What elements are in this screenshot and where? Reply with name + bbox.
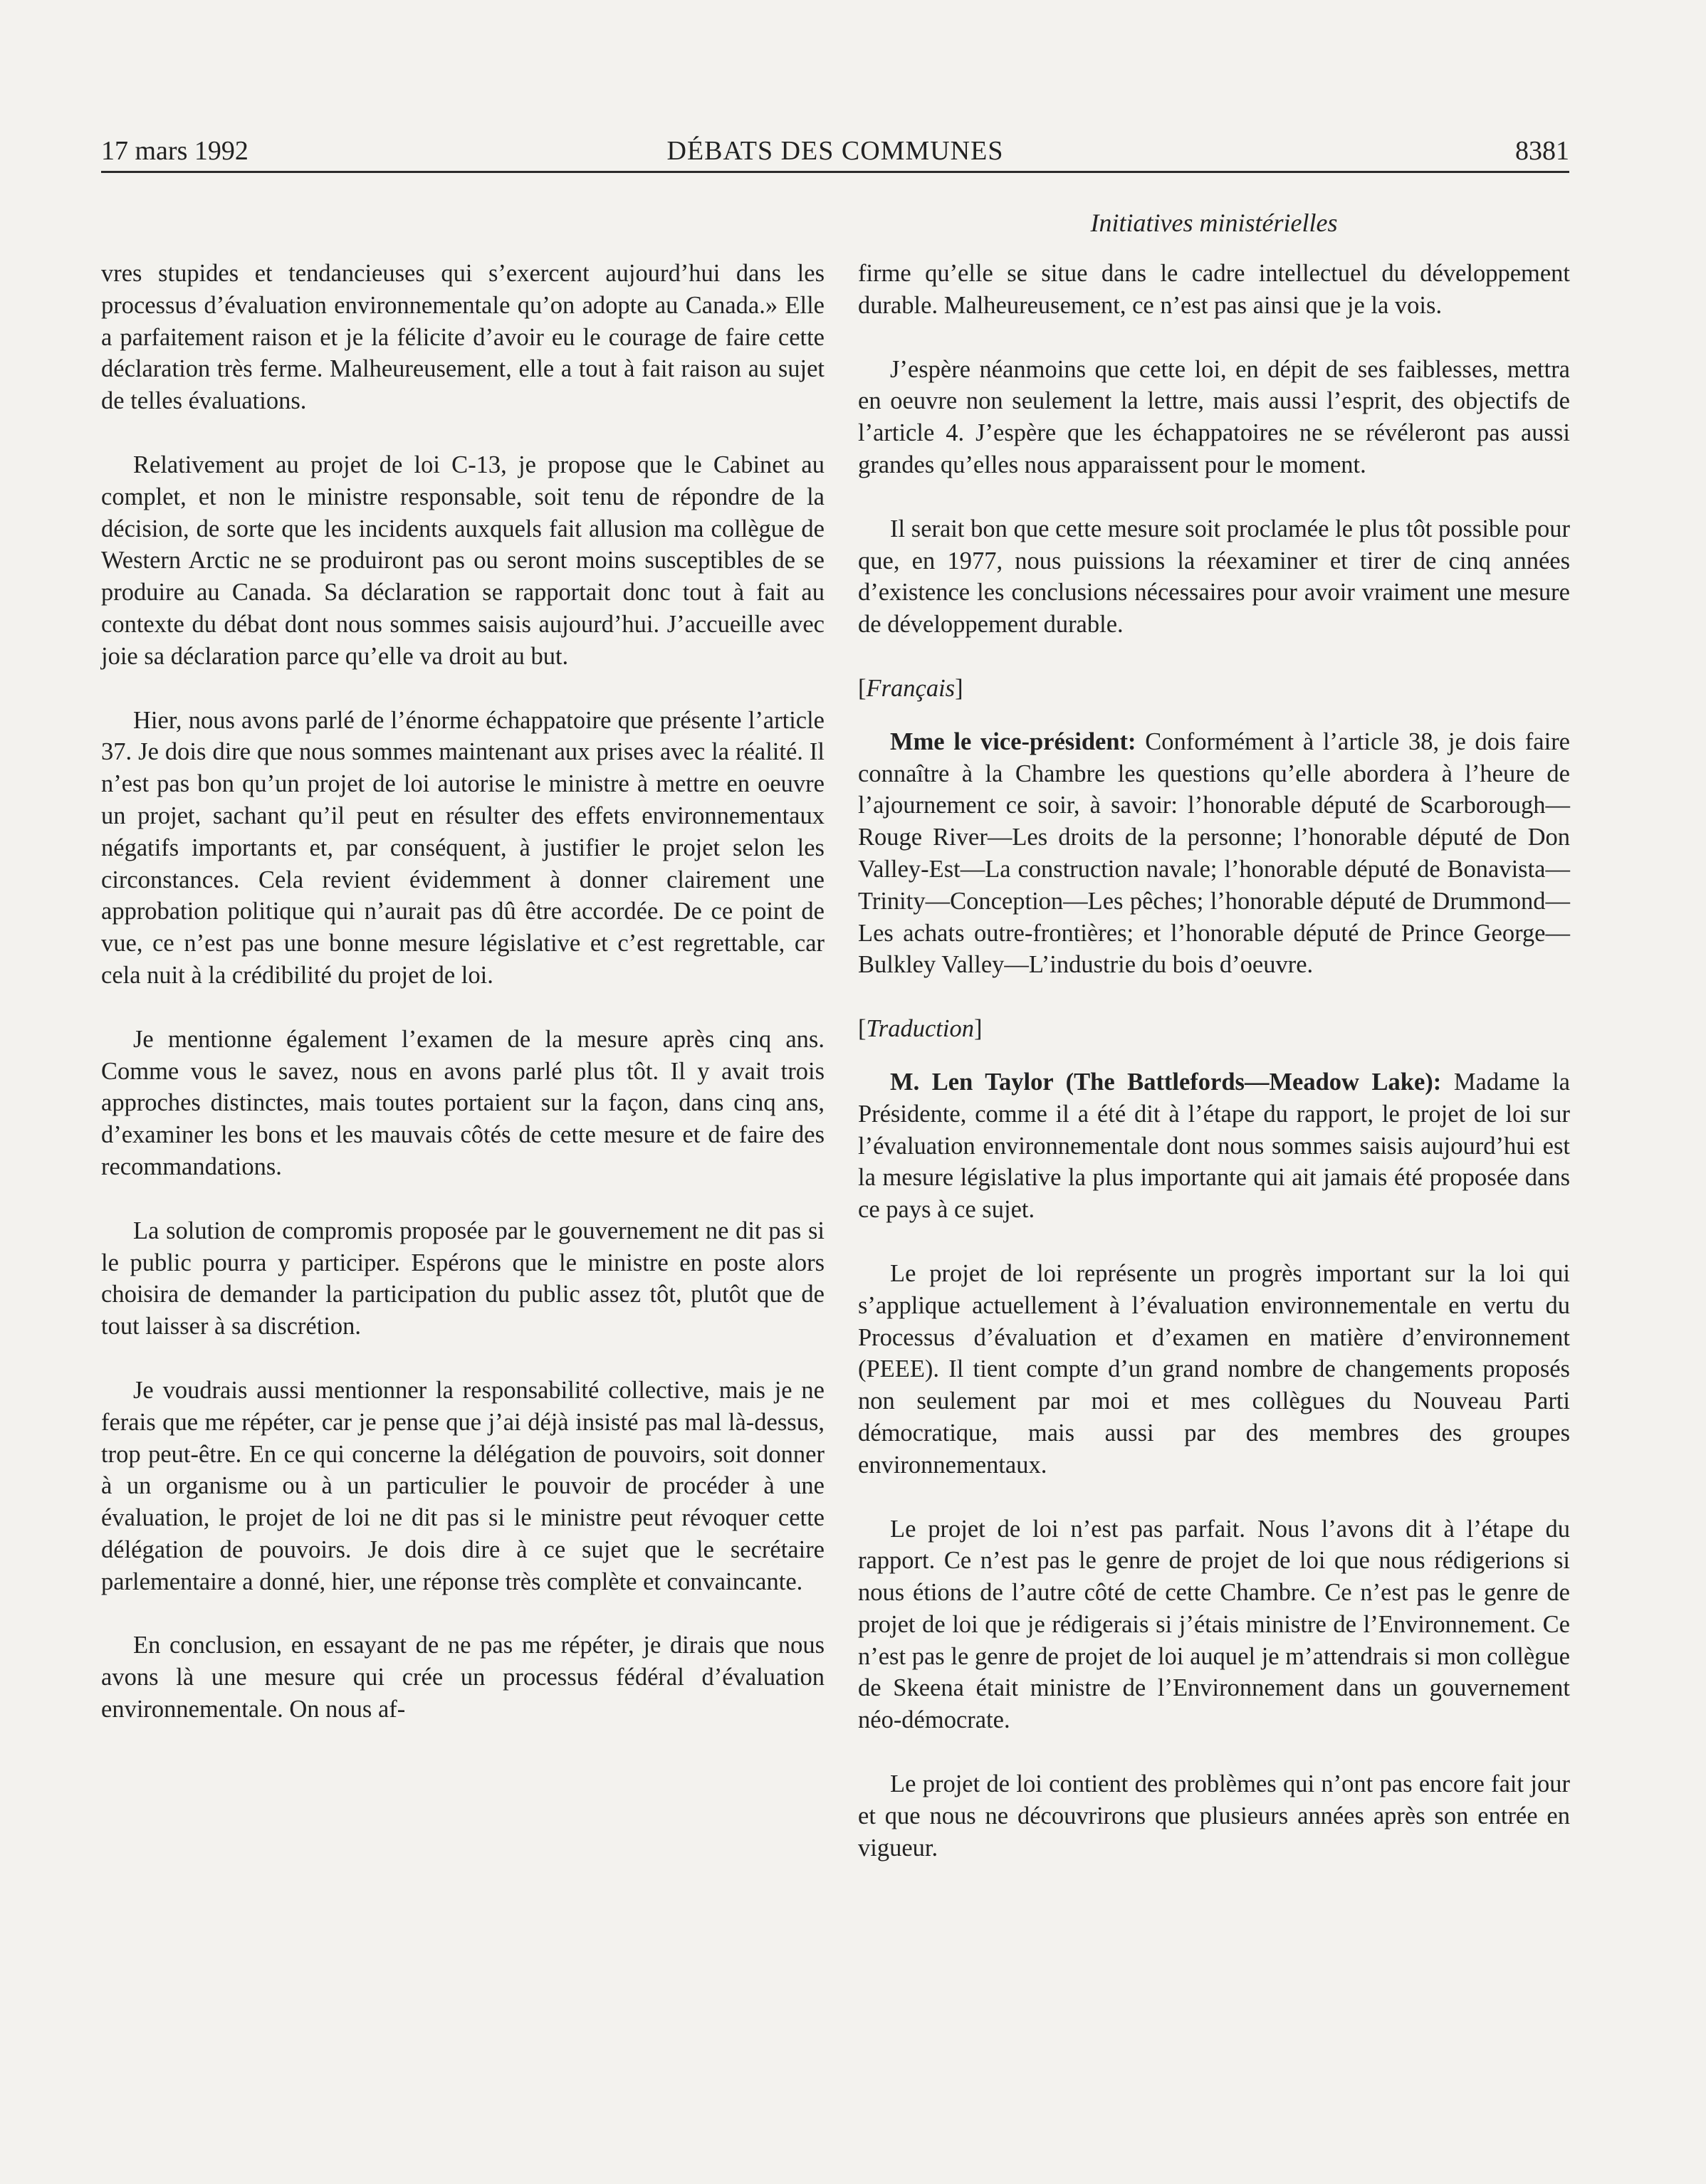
paragraph: Hier, nous avons parlé de l’énorme échappatoire que présente l’article 37. Je dois dire que nous sommes maintenant aux prises avec la réalité. Il n’est pas bon qu’un projet de loi autorise le ministre à mettre en oeuvre un projet, sachant qu’il peut en résulter des effets environnementaux négatifs importants et, par conséquent, à justifier le projet selon les circonstances. Cela revient évidemment à donner clairement une approbation politique qui n’aurait pas dû être accordée. De ce point de vue, ce n’est pas une bonne mesure législative et c’est regrettable, car cela nuit à la crédibilité du projet de loi. [101, 706, 825, 989]
language-tag-text: Traduction [866, 1015, 974, 1043]
paragraph: firme qu’elle se situe dans le cadre intellectuel du développement durable. Malheureusement, ce n’est pas ainsi que je la vois. [858, 260, 1570, 319]
right-column [858, 258, 1570, 1896]
paragraph: Je mentionne également l’examen de la mesure après cinq ans. Comme vous le savez, nous en avons parlé plus tôt. Il y avait trois approches distinctes, mais toutes portaient sur la façon, dans cinq ans, d’examiner les bons et les mauvais côtés de cette mesure et de faire des recommandations. [101, 1025, 825, 1180]
paragraph: La solution de compromis proposée par le gouvernement ne dit pas si le public pourra y participer. Espérons que le ministre en poste alors choisira de demander la participation du public assez tôt, plutôt que de tout laisser à sa discrétion. [101, 1217, 825, 1340]
speech-text: Madame la Présidente, comme il a été dit à l’étape du rapport, le projet de loi sur l’évaluation environnementale dont nous sommes saisis aujourd’hui est la mesure législative la plus importante qui ait jamais été proposée dans ce pays à ce sujet. [858, 1068, 1570, 1224]
paragraph: Relativement au projet de loi C-13, je propose que le Cabinet au complet, et non le ministre responsable, soit tenu de répondre de la décision, de sorte que les incidents auxquels fait allusion ma collègue de Western Arctic ne se produiront pas ou seront moins susceptibles de se produire au Canada. Sa déclaration se rapportait donc tout à fait au contexte du débat dont nous sommes saisis aujourd’hui. J’accueille avec joie sa déclaration parce qu’elle va droit au but. [101, 451, 825, 670]
paragraph: vres stupides et tendancieuses qui s’exercent aujourd’hui dans les processus d’évaluation environnementale qu’on adopte au Canada.» Elle a parfaitement raison et je la félicite d’avoir eu le courage de faire cette déclaration très ferme. Malheureusement, elle a tout à fait raison au sujet de telles évaluations. [101, 260, 825, 415]
paragraph: En conclusion, en essayant de ne pas me répéter, je dirais que nous avons là une mesure qui crée un processus fédéral d’évaluation environnementale. On nous af- [101, 1632, 825, 1723]
header-title: DÉBATS DES COMMUNES [666, 136, 1004, 166]
language-tag-francais: [Français] [858, 674, 963, 702]
paragraph: Le projet de loi représente un progrès important sur la loi qui s’applique actuellement à l’évaluation environnementale en vertu du Processus d’évaluation et d’examen en matière d’environnement (PEEE). Il tient compte d’un grand nombre de changements proposés non seulement par moi et mes collègues du Nouveau Parti démocratique, mais aussi par des membres des groupes environnementaux. [858, 1259, 1570, 1479]
speaker-name: Mme le vice-président: [890, 728, 1136, 755]
paragraph: Il serait bon que cette mesure soit proclamée le plus tôt possible pour que, en 1977, nous puissions la réexaminer et tirer de cinq années d’existence les conclusions nécessaires pour avoir vraiment une mesure de développement durable. [858, 515, 1570, 639]
left-column [101, 258, 825, 1758]
paragraph: Le projet de loi contient des problèmes qui n’ont pas encore fait jour et que nous ne découvrirons que plusieurs années après son entrée en vigueur. [858, 1770, 1570, 1862]
speech-paragraph [858, 1066, 1570, 1226]
page-header [101, 134, 1569, 173]
paragraph: J’espère néanmoins que cette loi, en dépit de ses faiblesses, mettra en oeuvre non seulement la lettre, mais aussi l’esprit, des objectifs de l’article 4. J’espère que les échappatoires ne se révéleront pas aussi grandes qu’elles nous apparaissent pour le moment. [858, 355, 1570, 478]
speech-text: Conformément à l’article 38, je dois faire connaître à la Chambre les questions qu’elle abordera à l’heure de l’ajournement ce soir, à savoir: l’honorable député de Scarborough—Rouge River—Les droits de la personne; l’honorable député de Don Valley-Est—La construction navale; l’honorable député de Bonavista—Trinity—Conception—Les pêches; l’honorable député de Drummond—Les achats outre-frontières; et l’honorable député de Prince George—Bulkley Valley—L’industrie du bois d’oeuvre. [858, 728, 1570, 979]
header-date: 17 mars 1992 [101, 136, 248, 166]
paragraph: Le projet de loi n’est pas parfait. Nous l’avons dit à l’étape du rapport. Ce n’est pas le genre de projet de loi que nous rédigerions si nous étions de l’autre côté de cette Chambre. Ce n’est pas le genre de projet de loi que je rédigerais si j’étais ministre de l’Environnement. Ce n’est pas le genre de projet de loi auquel je m’attendrais si mon collègue de Skeena était ministre de l’Environnement dans un gouvernement néo-démocrate. [858, 1515, 1570, 1734]
page-number: 8381 [1515, 136, 1569, 166]
language-tag-text: Français [866, 674, 956, 702]
section-title: Initiatives ministérielles [1090, 209, 1338, 237]
speaker-name: M. Len Taylor (The Battlefords—Meadow Lake): [890, 1068, 1442, 1096]
language-tag-traduction: [Traduction] [858, 1015, 983, 1043]
paragraph: Je voudrais aussi mentionner la responsabilité collective, mais je ne ferais que me répéter, car je pense que j’ai déjà insisté pas mal là-dessus, trop peut-être. En ce qui concerne la délégation de pouvoirs, soit donner à un organisme ou à un particulier le pouvoir de procéder à une évaluation, le projet de loi ne dit pas si le ministre peut révoquer cette délégation de pouvoirs. Je dois dire à ce sujet que le secrétaire parlementaire a donné, hier, une réponse très complète et convaincante. [101, 1376, 825, 1595]
speech-paragraph [858, 726, 1570, 981]
